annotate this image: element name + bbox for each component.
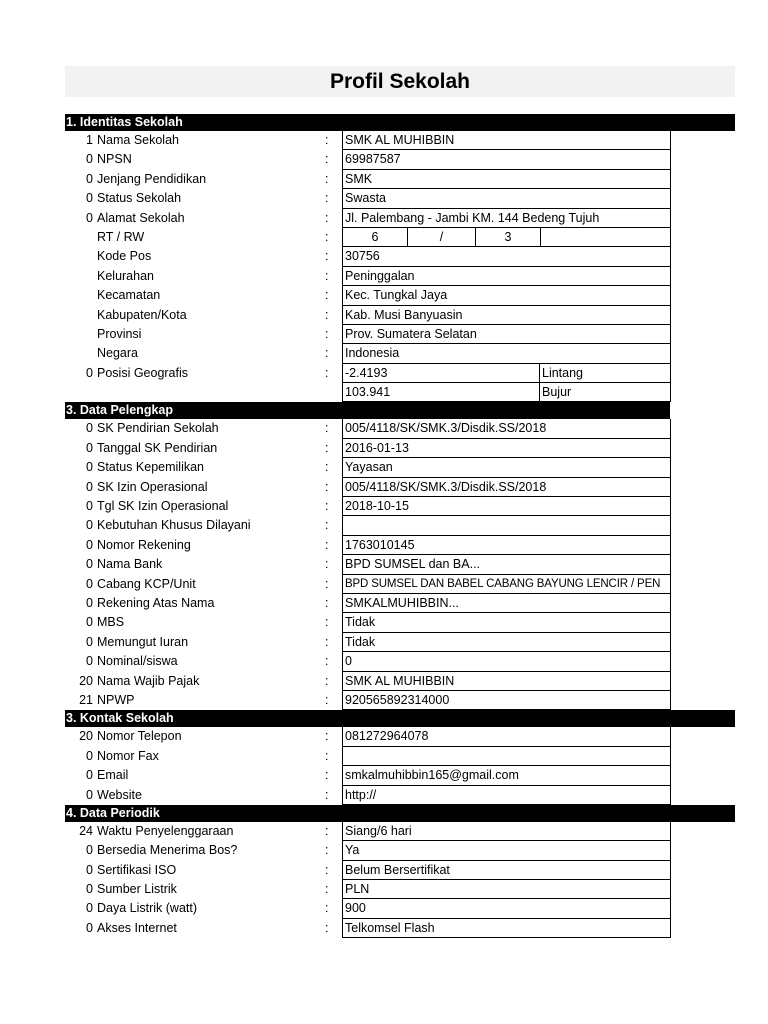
colon: : [325,152,329,167]
row-negara [0,344,768,363]
field-label: Email [97,768,129,783]
section-header-data-pelengkap: 3. Data Pelengkap [65,402,670,419]
field-label: Memungut Iuran [97,634,189,649]
row-provinsi [0,325,768,344]
row-rekening-atas-nama [0,594,768,613]
colon: : [325,460,329,475]
field-label: Posisi Geografis [97,365,189,380]
row-npwp [0,691,768,710]
colon: : [325,440,329,455]
field-value: Prov. Sumatera Selatan [342,325,671,344]
field-value: 69987587 [342,150,671,169]
field-value: Kab. Musi Banyuasin [342,306,671,325]
colon: : [325,673,329,688]
row-alamat-sekolah [0,209,768,228]
colon: : [325,268,329,283]
section-header-kontak-sekolah: 3. Kontak Sekolah [65,710,735,727]
colon: : [325,518,329,533]
field-value: BPD SUMSEL dan BA... [342,555,671,574]
colon: : [325,307,329,322]
row-bersedia-menerima-bos [0,841,768,860]
row-nomor-telepon [0,727,768,746]
field-value: Tidak [342,633,671,652]
rw-value: 3 [476,228,541,246]
field-label: Kode Pos [97,249,152,264]
field-label: Nama Wajib Pajak [97,673,200,688]
row-number: 0 [86,920,93,935]
row-kode-pos [0,247,768,266]
row-number: 20 [79,673,93,688]
field-value: 920565892314000 [342,691,671,710]
row-number: 0 [86,748,93,763]
row-number: 0 [86,499,93,514]
row-number: 0 [86,479,93,494]
colon: : [325,862,329,877]
colon: : [325,823,329,838]
field-value: 900 [342,899,671,918]
row-number: 0 [86,421,93,436]
field-label: Nomor Fax [97,748,159,763]
field-label: Kecamatan [97,288,161,303]
row-nomor-rekening [0,536,768,555]
row-number: 0 [86,654,93,669]
field-value: Kec. Tungkal Jaya [342,286,671,305]
colon: : [325,901,329,916]
field-label: Rekening Atas Nama [97,595,215,610]
row-kecamatan [0,286,768,305]
row-number: 0 [86,615,93,630]
row-daya-listrik [0,899,768,918]
field-label: Negara [97,346,138,361]
field-label: Website [97,787,142,802]
field-value: 005/4118/SK/SMK.3/Disdik.SS/2018 [342,478,671,497]
field-label: Bersedia Menerima Bos? [97,843,238,858]
field-label: Nama Sekolah [97,133,179,147]
empty-cell [541,228,670,246]
row-website [0,786,768,805]
colon: : [325,882,329,897]
field-label: Cabang KCP/Unit [97,576,196,591]
field-label: NPWP [97,692,135,707]
field-label: RT / RW [97,229,145,244]
row-number: 0 [86,901,93,916]
row-sumber-listrik [0,880,768,899]
field-value: Ya [342,841,671,860]
row-number: 0 [86,862,93,877]
field-value: SMK AL MUHIBBIN [342,672,671,691]
colon: : [325,748,329,763]
field-label: Akses Internet [97,920,177,935]
colon: : [325,615,329,630]
colon: : [325,729,329,744]
row-number: 0 [86,787,93,802]
colon: : [325,326,329,341]
field-label: Alamat Sekolah [97,210,185,225]
field-label: Kabupaten/Kota [97,307,187,322]
row-posisi-geografis-lintang [0,364,768,383]
field-label: Status Sekolah [97,191,182,206]
row-number: 1 [86,133,93,147]
row-number: 0 [86,576,93,591]
field-label: NPSN [97,152,132,167]
field-value: smkalmuhibbin165@gmail.com [342,766,671,785]
longitude-cells [342,383,671,402]
colon: : [325,576,329,591]
row-nomor-fax [0,747,768,766]
field-value: SMK [342,170,671,189]
field-label: Sertifikasi ISO [97,862,177,877]
row-kabupaten-kota [0,306,768,325]
row-posisi-geografis-bujur [0,383,768,402]
field-label: Nominal/siswa [97,654,178,669]
field-label: Status Kepemilikan [97,460,205,475]
row-number: 0 [86,595,93,610]
colon: : [325,787,329,802]
row-number: 0 [86,518,93,533]
field-value: SMK AL MUHIBBIN [342,131,671,150]
row-tanggal-sk-pendirian [0,439,768,458]
row-nama-wajib-pajak [0,672,768,691]
field-value: 005/4118/SK/SMK.3/Disdik.SS/2018 [342,419,671,438]
row-number: 24 [79,823,93,838]
rt-rw-cells [342,228,671,247]
field-value: Belum Bersertifikat [342,861,671,880]
colon: : [325,210,329,225]
row-number: 20 [79,729,93,744]
colon: : [325,133,329,147]
row-number: 0 [86,557,93,572]
row-number: 21 [79,692,93,707]
field-value: BPD SUMSEL DAN BABEL CABANG BAYUNG LENCIR / PEN [342,575,671,594]
field-label: SK Pendirian Sekolah [97,421,219,436]
field-value: Indonesia [342,344,671,363]
row-number: 0 [86,460,93,475]
colon: : [325,537,329,552]
row-kebutuhan-khusus-dilayani [0,516,768,535]
row-number: 0 [86,768,93,783]
colon: : [325,421,329,436]
row-email [0,766,768,785]
row-number: 0 [86,537,93,552]
field-label: Jenjang Pendidikan [97,171,207,186]
field-value: Jl. Palembang - Jambi KM. 144 Bedeng Tujuh [342,209,671,228]
page-title: Profil Sekolah [329,70,471,93]
field-label: Kebutuhan Khusus Dilayani [97,518,251,533]
field-value [342,516,671,535]
field-value: 2016-01-13 [342,439,671,458]
row-akses-internet [0,919,768,938]
row-number: 0 [86,152,93,167]
row-nama-sekolah [0,131,768,150]
row-cabang-kcp-unit [0,575,768,594]
field-value: 0 [342,652,671,671]
field-label: Tgl SK Izin Operasional [97,499,229,514]
row-nama-bank [0,555,768,574]
field-label: Daya Listrik (watt) [97,901,198,916]
field-value: Swasta [342,189,671,208]
row-npsn [0,150,768,169]
field-label: MBS [97,615,125,630]
row-number: 0 [86,843,93,858]
colon: : [325,634,329,649]
row-number: 0 [86,191,93,206]
field-value: 2018-10-15 [342,497,671,516]
row-number: 0 [86,440,93,455]
colon: : [325,365,329,380]
row-status-sekolah [0,189,768,208]
row-tgl-sk-izin-operasional [0,497,768,516]
section-header-identitas-sekolah: 1. Identitas Sekolah [65,114,735,131]
field-value [342,747,671,766]
row-number: 0 [86,882,93,897]
field-value: SMKALMUHIBBIN... [342,594,671,613]
rt-value: 6 [343,228,408,246]
field-value: 1763010145 [342,536,671,555]
field-label: Nama Bank [97,557,163,572]
field-label: Waktu Penyelenggaraan [97,823,234,838]
row-sertifikasi-iso [0,861,768,880]
colon: : [325,346,329,361]
colon: : [325,499,329,514]
row-number: 0 [86,365,93,380]
colon: : [325,920,329,935]
field-value: Siang/6 hari [342,822,671,841]
colon: : [325,692,329,707]
field-label: Nomor Telepon [97,729,182,744]
row-sk-pendirian-sekolah [0,419,768,438]
rt-rw-divider: / [408,228,476,246]
latitude-value: -2.4193 [343,364,540,382]
field-label: Sumber Listrik [97,882,177,897]
colon: : [325,479,329,494]
colon: : [325,595,329,610]
field-value: 081272964078 [342,727,671,746]
colon: : [325,191,329,206]
field-value: Yayasan [342,458,671,477]
field-value: Telkomsel Flash [342,919,671,938]
title-bar [65,66,735,97]
latitude-label: Lintang [542,365,584,380]
section-header-data-periodik: 4. Data Periodik [65,805,735,822]
field-label: Kelurahan [97,268,154,283]
colon: : [325,288,329,303]
row-jenjang-pendidikan [0,170,768,189]
row-waktu-penyelenggaraan [0,822,768,841]
latitude-cells [342,364,671,383]
row-number: 0 [86,210,93,225]
colon: : [325,557,329,572]
row-mbs [0,613,768,632]
profile-table [0,114,768,938]
longitude-value: 103.941 [343,383,540,401]
colon: : [325,843,329,858]
field-value: Peninggalan [342,267,671,286]
row-kelurahan [0,267,768,286]
field-label: Tanggal SK Pendirian [97,440,218,455]
field-value: PLN [342,880,671,899]
row-number: 0 [86,171,93,186]
field-value: Tidak [342,613,671,632]
row-memungut-iuran [0,633,768,652]
row-nominal-siswa [0,652,768,671]
row-sk-izin-operasional [0,478,768,497]
row-status-kepemilikan [0,458,768,477]
row-number: 0 [86,634,93,649]
colon: : [325,229,329,244]
longitude-label: Bujur [542,385,572,400]
colon: : [325,249,329,264]
colon: : [325,768,329,783]
field-label: Nomor Rekening [97,537,191,552]
field-label: SK Izin Operasional [97,479,208,494]
colon: : [325,654,329,669]
colon: : [325,171,329,186]
row-rt-rw [0,228,768,247]
field-value: 30756 [342,247,671,266]
field-label: Provinsi [97,326,142,341]
field-value: http:// [342,786,671,805]
